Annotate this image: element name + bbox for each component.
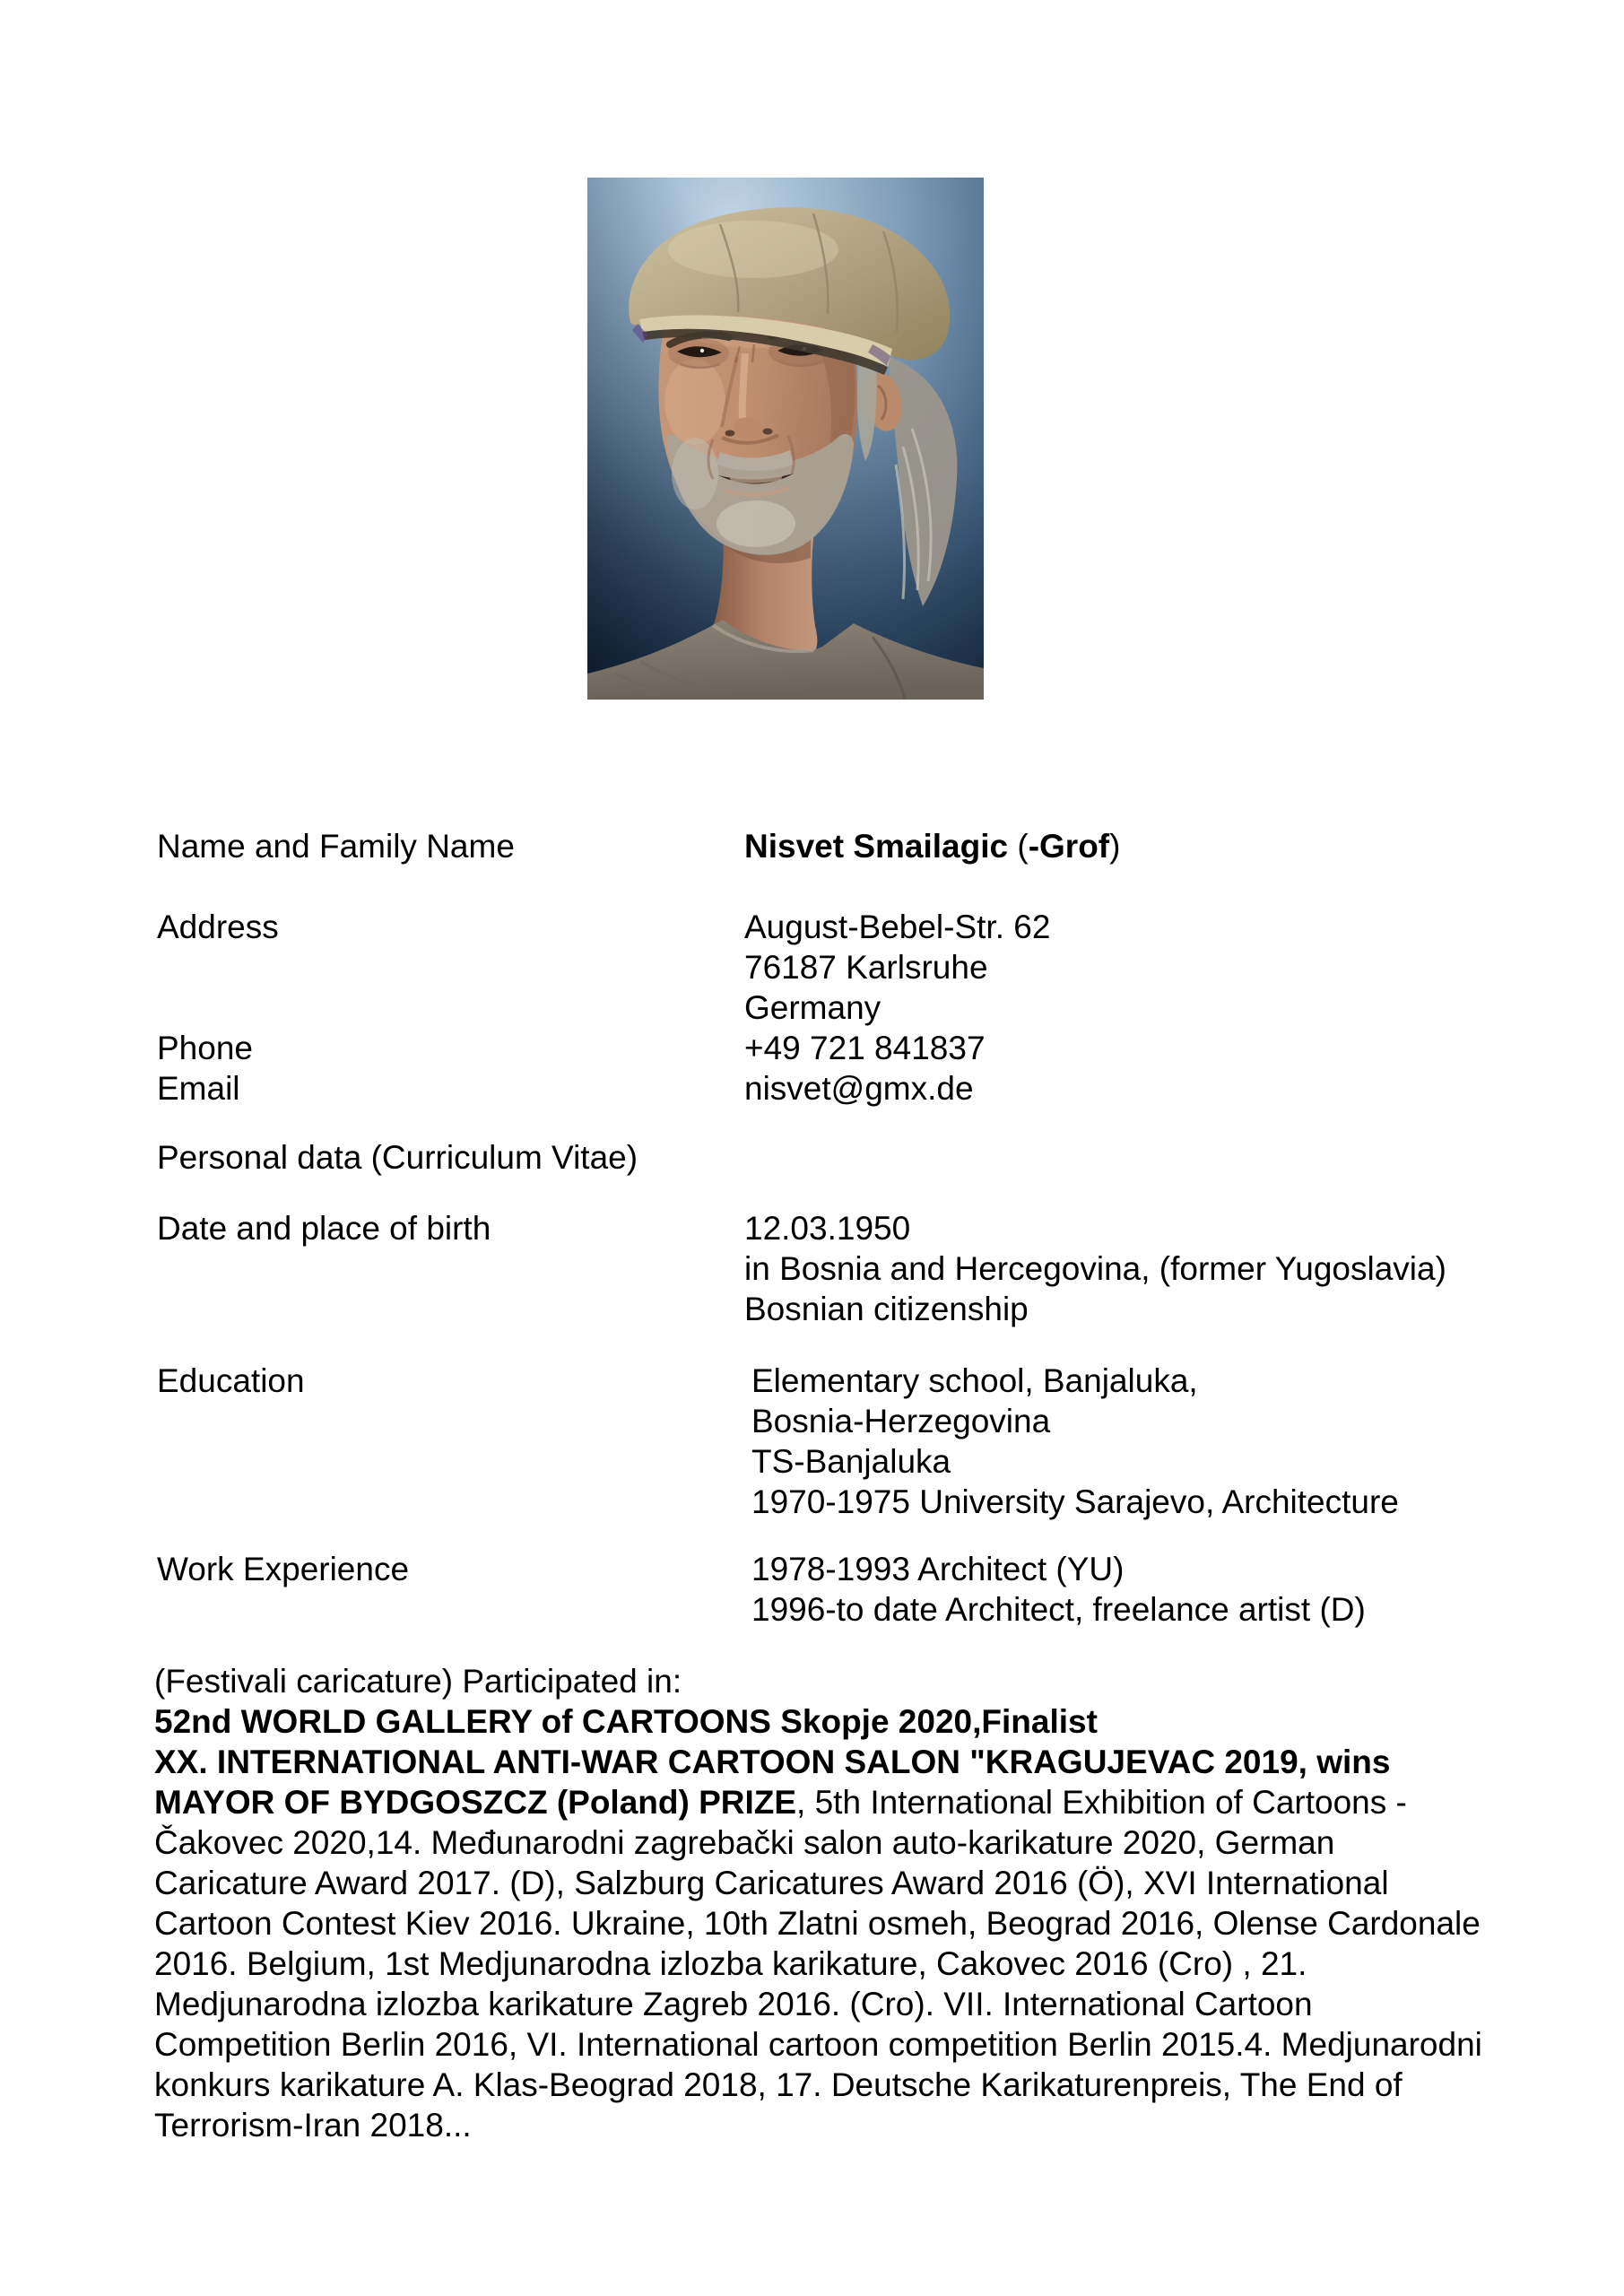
address-row (157, 907, 1446, 1028)
birth-row (157, 1208, 1446, 1329)
value-line: TS-Banjaluka (751, 1443, 951, 1480)
field-value (744, 1208, 1446, 1329)
field-value (744, 826, 1120, 866)
festival-line: 52nd WORLD GALLERY of CARTOONS Skopje 2020,Finalist (154, 1703, 1098, 1740)
festival-line (154, 1782, 1482, 1822)
festival-participation-section (154, 1661, 1482, 2145)
value-line: 1996-to date Architect, freelance artist (D) (751, 1591, 1366, 1628)
field-value: +49 721 841837 (744, 1030, 986, 1066)
name-regular: ( (1008, 828, 1029, 865)
field-label: Email (157, 1070, 240, 1107)
phone-row (157, 1028, 1446, 1068)
section-heading: Personal data (Curriculum Vitae) (157, 1139, 638, 1176)
value-line: Germany (744, 989, 881, 1026)
name-regular: ) (1109, 828, 1121, 865)
festival-line: konkurs karikature A. Klas-Beograd 2018, 17. Deutsche Karikaturenpreis, The End of (154, 2066, 1403, 2103)
festival-line: Terrorism-Iran 2018... (154, 2107, 472, 2144)
portrait-photo (587, 178, 984, 700)
value-line: Bosnian citizenship (744, 1291, 1029, 1327)
field-value: nisvet@gmx.de (744, 1070, 974, 1107)
festival-line: Cartoon Contest Kiev 2016. Ukraine, 10th Zlatni osmeh, Beograd 2016, Olense Cardonale (154, 1905, 1481, 1942)
field-value (744, 1361, 1399, 1522)
field-value (744, 907, 1050, 1028)
festival-intro: (Festivali caricature) Participated in: (154, 1663, 682, 1700)
field-label: Phone (157, 1030, 253, 1066)
value-line: August-Bebel-Str. 62 (744, 909, 1051, 945)
festival-line: XX. INTERNATIONAL ANTI-WAR CARTOON SALON "KRAGUJEVAC 2019, wins (154, 1744, 1391, 1780)
value-line: 1970-1975 University Sarajevo, Architecture (751, 1483, 1399, 1520)
festival-line: Čakovec 2020,14. Međunarodni zagrebački salon auto-karikature 2020, German (154, 1824, 1335, 1861)
value-line: Bosnia-Herzegovina (751, 1403, 1051, 1439)
value-line: 12.03.1950 (744, 1210, 911, 1247)
work-row (157, 1549, 1446, 1630)
field-label: Address (157, 909, 279, 945)
value-line: 76187 Karlsruhe (744, 949, 988, 986)
field-label: Education (157, 1362, 305, 1399)
festival-line: Medjunarodna izlozba karikature Zagreb 2016. (Cro). VII. International Cartoon (154, 1986, 1313, 2022)
field-label: Date and place of birth (157, 1210, 491, 1247)
field-value (744, 1549, 1366, 1630)
portrait-illustration (587, 178, 984, 700)
nose (734, 417, 764, 440)
festival-line-bold: MAYOR OF BYDGOSZCZ (Poland) PRIZE (154, 1784, 797, 1821)
festival-line: Caricature Award 2017. (D), Salzburg Caricatures Award 2016 (Ö), XVI International (154, 1865, 1389, 1901)
value-line: in Bosnia and Hercegovina, (former Yugoslavia) (744, 1250, 1446, 1287)
field-label: Name and Family Name (157, 828, 515, 865)
festival-line: Competition Berlin 2016, VI. International cartoon competition Berlin 2015.4. Medjunarodni (154, 2026, 1482, 2063)
festival-line-regular: , 5th International Exhibition of Cartoons - (796, 1784, 1407, 1821)
email-row (157, 1068, 1446, 1109)
name-bold: -Grof (1028, 828, 1110, 865)
name-row (157, 826, 1446, 866)
personal-info-section (157, 826, 1446, 1630)
value-line: Elementary school, Banjaluka, (751, 1362, 1198, 1399)
personal-data-row (157, 1137, 1446, 1178)
name-bold: Nisvet Smailagic (744, 828, 1009, 865)
festival-line: 2016. Belgium, 1st Medjunarodna izlozba karikature, Cakovec 2016 (Cro) , 21. (154, 1945, 1307, 1982)
field-label: Work Experience (157, 1551, 410, 1587)
value-line: 1978-1993 Architect (YU) (751, 1551, 1125, 1587)
education-row (157, 1361, 1446, 1522)
